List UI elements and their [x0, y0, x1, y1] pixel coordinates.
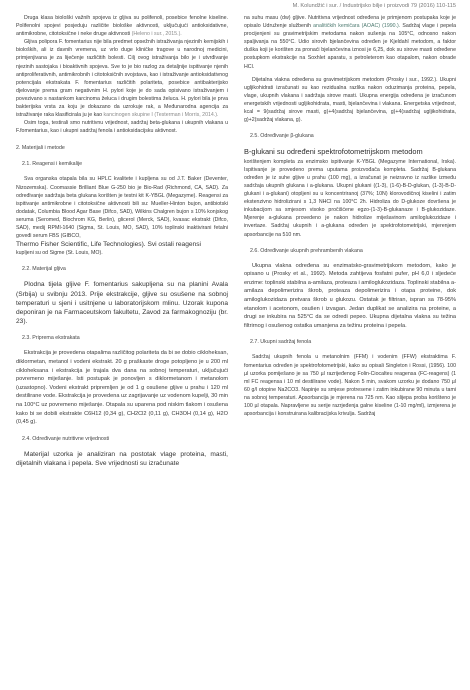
section-2-6-paragraph: Ukupna vlakna određena su enzimatsko-gravimetrijskom metodom, kako je opisano u (Prosky et al., 1992). Metoda zahtijeva fosfatni pufer, pH 6,0 i sljedeće enzime: toplinski stabilna a-amilaza, proteaza i amiloglukozidaza. Toplinski stabilna a-amilaza depolimerizira škrob, proteaza depolimerizira i otapa proteine, dok amiloglukozidaza pretvara škrob u glukozu. Ostatak je filtriran, ispran sa 78-95% etanolom i acetonom, osušen i izvagan. Jedan duplikat se analizira na proteine, a drugi se inkubira na 525°C da se odredi pepeo. Ukupna dijetalna vlakna su težina filtrirnog i osušenog ostatka umanjena za težinu proteina i pepela.: [244, 262, 456, 329]
nutritive-p1-a: na suhu masu (dw) gljive. Nutritivna vrijednost određena je primjenom postupaka koje je opisalo Udruženje službenih: [244, 15, 456, 30]
nutritive-paragraph-1: [244, 14, 456, 71]
left-column: [16, 14, 228, 468]
intro-p1-text: Druga klasa biološki važnih spojeva iz gljiva su polifenoli, posebice fenolne kiseline. Polifenolni spojevi posjeduju različite biološke aktivnosti, uključujući antioksidativne, antimikrobne, citotoksične i neke druge aktivnosti: [16, 15, 228, 38]
section-2-4-paragraph: Materijal uzorka je analiziran na postotak vlage proteina, masti, dijetalnih vlakana i pepela. Sve vrijednosti su izračunate: [16, 450, 228, 468]
right-column: [244, 14, 456, 418]
section-2-6-heading: 2.6. Određivanje ukupnih prehrambenih vlakana: [250, 247, 363, 254]
section-2-2-paragraph: Plodna tijela gljive F. fomentarius sakupljena su na planini Avala (Srbija) u svibnju 2013. Prije ekstrakcije, gljive su osušene na sobnoj temperaturi u sjeni i usitnjene u laboratorijskom mlinu. Uzorak kupona deponiran je na Farmaceutskom fakultetu, Zavod za farmakognoziju (br. 23).: [16, 281, 228, 326]
nutritive-p1-b: Sadržaj vlage i pepela procijenjeni su gravimetrijskim metodama nakon sušenja na 105°C, odnosno nakon spaljivanja na 550°C. Udio sirovih bjelančevina određen je Kjeldahl metodom, a faktor duška koji je korišten za pronaći bjelančevina iznosi je 6,25, dok su sirove masti određene postupkom ekstrakcije na Soxhlet aparatu, s petroleterom kao otapalom, nakon obrade HCl.: [244, 23, 457, 70]
section-2-3-heading: 2.3. Priprema ekstrakata: [22, 335, 80, 342]
section-2-4-heading: 2.4. Određivanje nutritivne vrijednosti: [22, 435, 110, 442]
aoac-link[interactable]: analitičkih kemičara (AOAC) (1990.).: [313, 23, 401, 30]
section-2-7-heading: 2.7. Ukupni sadržaj fenola: [250, 339, 312, 346]
running-head: M. Kolundžić i sur. / Industrijsko bilje i proizvodi 79 (2016) 110-115: [292, 3, 456, 9]
s21-large-line: Thermo Fisher Scientific, Life Technologies). Svi ostali reagensi: [16, 241, 201, 249]
nutritive-paragraph-2: Dijetalna vlakna određena su gravimetrijskom metodom (Prosky i sur., 1992.). Ukupni ugljikohidrati izračunati su kao rezidualna razlika nakon oduzimanja proteina, pepela, vlage, ukupnih vlakana i sadržaja sirove masti. Ukupna energija određena je izračunom energetskih vrijednosti ugljikohidrata, masti, bjelančevina i vlakana. Energetska vrijednost, kcal = 9(sadržaj sirove masti, g)+4(sadržaj bjelančevina, g)+4(sadržaj ugljikohidrata, g)+2(sadržaj vlakana, g).: [244, 76, 456, 124]
section-2-heading: 2. Materijali i metode: [16, 145, 65, 152]
section-2-3-paragraph: Ekstrakcija je provedena otapalima različitog polariteta da bi se dobio cikloheksan, diklormetan, metanol i vodeni ekstrakt. 20 g praškaste droge potopljeno je u 200 ml cikloheksana i ekstrakcija je trajala dva dana na sobnoj temperaturi, uključujući povremeno miješanje. Isti postupak je ponovljen s diklormetanom i metanolom (uzastopno). Vodeni ekstrakt pripremljen je od 1 g osušene gljive u prahu i 120 ml destilirane vode. Ekstrakcija je provedena uz zagrijavanje uz vodenom kupelji, 30 min na 100°C uz povremeno miješanje. Otapala su uparena pod niskim tlakom i osušena kako bi se dobili ekstrakte C6H12 (0,34 g), CH2Cl2 (0,11 g), CH3OH (0,14 g), H2O (0,45 g).: [16, 350, 228, 426]
intro-p1-citation: (Heleno i sur., 2015.).: [131, 31, 182, 38]
section-2-5-lead: B-glukani su određeni spektrofotometrijskom metodom: [244, 147, 423, 157]
section-2-2-heading: 2.2. Materijal gljiva: [22, 266, 66, 273]
section-2-1-paragraph: [16, 175, 228, 257]
s21-text: Sva organska otapala bila su HPLC kvalitete i kupljena su od J.T. Baker (Deventer, Nizozemska). Coomassie Brilliant Blue G-250 bio je Bio-Rad (Richmond, CA, SAD). Za određivanje sadržaja beta glukana korišten je testni kit K-YBGL (Megazyme). Reagensi za ispitivanje antimikrobne i citotoksične aktivnosti bili su: Mueller-Hinton bujon, antibiotski dodatak, Columbia Blood Agar Base (Difco, SAD), Wilkins Chalgren bujon s 10% konjskog seruma (Seromed, Biochrom KG, Berlin), glicerol (Merck, SAD), kvasac ekstrakt (Difco, SAD), medij RPMI-1640 (Sigma, St. Louis, MO, SAD), 10% toplinski inaktivirani fetalni goveđi serum FBS (GIBCO,: [16, 176, 228, 240]
s21-end: kupljeni su od Sigme (St. Louis, MO).: [16, 250, 103, 257]
intro-paragraph-2: [16, 38, 228, 119]
intro-p2-text: Gljiva poliporа F. fomentarius nije bila predmet opsežnih istraživanja njezinih kemijskih i bioloških, ali iz davnih vremena, uz vrlo duge kliničke tragove u narodnoj medicini, primjenjivana je za liječenje različitih bolesti. Cilj ovog istraživanja bilo je i utvrđivanje njezinih sastojaka i bioaktivnih spojeva. Sve to je bio razlog za detaljnije ispitivanje njenih antiproliferativnih, antimikrobnih i citotoksičnih svojstava, kao i istraživanje antioksidativnog potencijala ekstrakata F. fomentarius različitih polariteta, posebice antibakterijsko djelovanje prema gram negativnim H. pylori koje je do sada opisivano istraživanjem i povezivano s nastankom karcinoma želuca i drugim bolestima želuca. H. pylori bila je prva bakterijska vrsta za koju je dokazano da uzrokuje rak, a Međunarodna agencija za istraživanje raka klasificirala ju je kao: [16, 39, 228, 119]
intro-paragraph-3: Osim toga, testirali smo nutritivnu vrijednost, sadržaj beta-glukana i ukupnih vlakana u F.fomentarius, kao i ukupni sadržaj fenola i antioksidacijsku aktivnost.: [16, 120, 228, 135]
section-2-1-heading: 2.1. Reagensi i kemikalije: [22, 161, 83, 168]
section-2-7-paragraph: Sadržaj ukupnih fenola u metanolnim (FFM) i vodenim (FFW) ekstraktima F. fomentarius određen je spektrofotometrijski, kako su opisali Singleton i Rossi, (1956). 100 µl uzorka pomiješano je sa 750 µl razrijeđenog Folin-Ciocalteu reagensa (FC-reagens) (1 ml FC reagensa i 10 ml destilirane vode). Nakon 5 min, svakom uzorku je dodano 750 µl 60 g/l otopine Na2CO3. Napinje su smjese protresene i zatim inkubirane 90 minuta u tami na sobnoj temperaturi. Apsorbancija je mjerena na 725 nm. Kao slijepa proba korišteno je 100 µl otapala. Napravljene su serije razrjeđenja galne kiseline (1-10 mg/ml), izmjerena je apsorbancija i konstruirana kalibracijska krivulja. Sadržaj: [244, 354, 456, 418]
intro-p2-citation: kancinogen skupine I (Testerman i Morris, 2014.).: [103, 112, 219, 119]
section-2-5-heading: 2.5. Određivanje β-glukana: [250, 133, 314, 140]
intro-paragraph-1: [16, 14, 228, 38]
section-2-5-paragraph: korištenjem kompleta za enzimsko ispitivanje K-YBGL (Megazyme International, Irska). Ispitivanje je provedeno prema uputama proizvođača kompleta. Sadržaj B-glukana određen je iz suhe gljive u prahu (100 mg), a izračunat je neizravno iz razlike između sadržaja ukupnih glukana i a-glukana. Ukupni glukani ((1-3), (1-6)-B-D-glukan, (1-3)-B-D-glukani i a-glukani) otopljeni su u koncentriranoj (37%; 10N) klorovodičnoj kiselini i zatim ekstenzivno hidrolizirani s 1,3 NHCl na 100°C 2h. Hidroliza do D-glukoze dovršena je inkubacijom sa smjesom visoko pročišćene egzo-(1-3)-B-glukanaze i B-glukozidaze. Mjerenje a-glukana provedeno je nakon hidrolize miješavinom amiloglukozidaze i invertaze. Sadržaj ukupnih i a-glukana određen je spektrofotometrijski, mjerenjem apsorbancije na 510 nm.: [244, 158, 456, 238]
